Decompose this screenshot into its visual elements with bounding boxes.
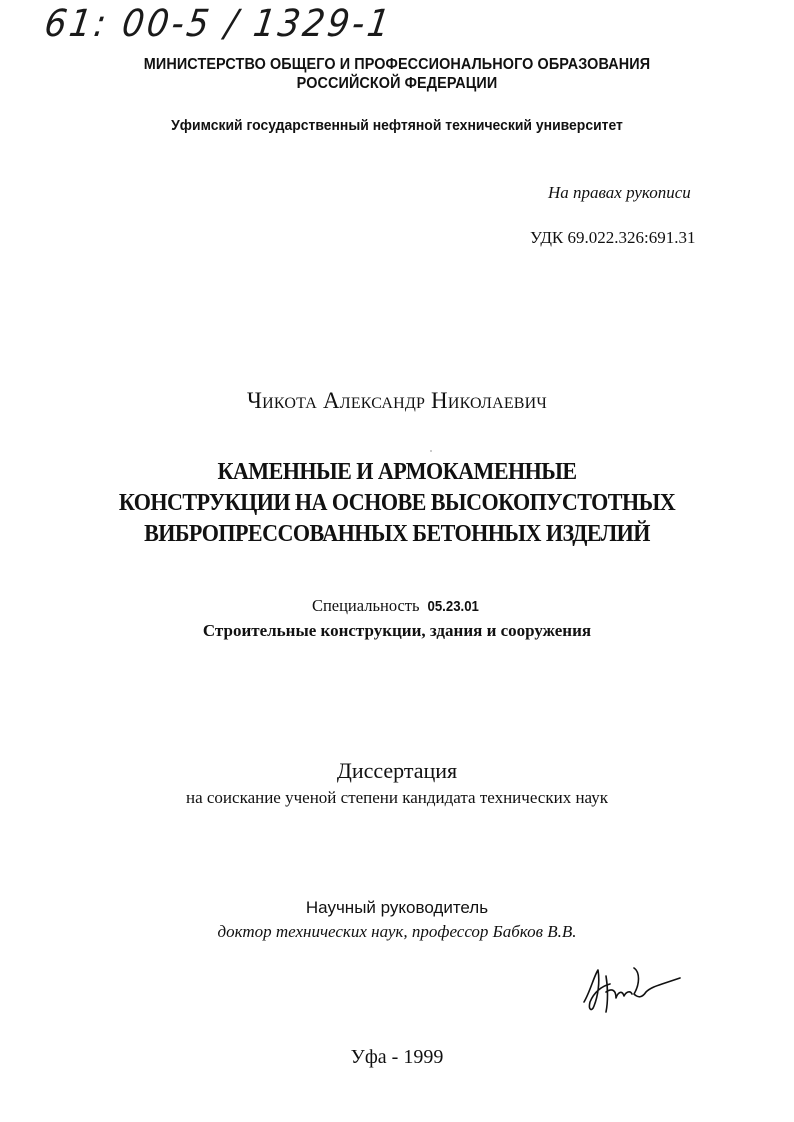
supervisor-name: доктор технических наук, профессор Бабков В.В. xyxy=(217,922,577,941)
title-line-3: ВИБРОПРЕССОВАННЫХ БЕТОННЫХ ИЗДЕЛИЙ xyxy=(144,521,650,547)
scan-speck xyxy=(430,450,432,452)
author-name: Чикота Александр Николаевич xyxy=(246,388,548,413)
title-line-2: КОНСТРУКЦИИ НА ОСНОВЕ ВЫСОКОПУСТОТНЫХ xyxy=(118,490,676,516)
dissertation-title xyxy=(32,457,762,550)
city-year: Уфа - 1999 xyxy=(350,1046,444,1068)
specialty-label: Специальность xyxy=(311,596,420,615)
document-type: Диссертация xyxy=(336,758,458,783)
manuscript-note: На правах рукописи xyxy=(548,183,691,202)
degree-description: на соискание ученой степени кандидата технических наук xyxy=(185,788,608,807)
supervisor-label: Научный руководитель xyxy=(305,898,489,917)
ministry-header xyxy=(28,55,766,93)
title-line-1: КАМЕННЫЕ И АРМОКАМЕННЫЕ xyxy=(217,459,577,485)
ministry-line-2: РОССИЙСКОЙ ФЕДЕРАЦИИ xyxy=(296,75,498,92)
university-name: Уфимский государственный нефтяной технический университет xyxy=(171,117,623,134)
specialty-code: 05.23.01 xyxy=(427,598,479,615)
specialty-line xyxy=(0,596,794,616)
specialty-name: Строительные конструкции, здания и сооружения xyxy=(202,621,592,640)
signature-icon xyxy=(576,962,686,1018)
handwritten-archive-code: 61: 00-5 / 1329-1 xyxy=(41,2,396,46)
udk-code: УДК 69.022.326:691.31 xyxy=(530,228,696,247)
ministry-line-1: МИНИСТЕРСТВО ОБЩЕГО И ПРОФЕССИОНАЛЬНОГО ОБРАЗОВАНИЯ xyxy=(143,56,651,73)
